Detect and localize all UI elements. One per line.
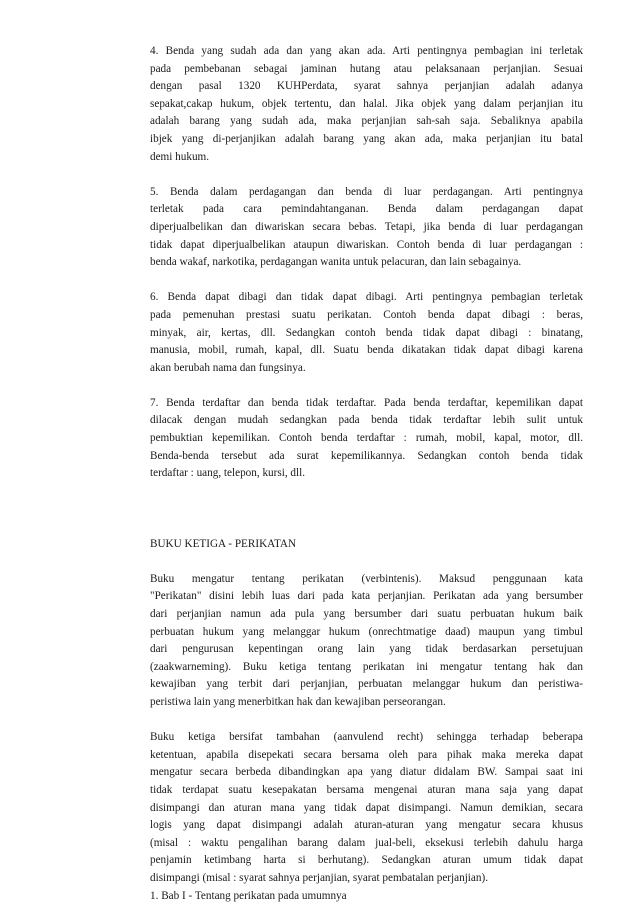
text-line: pembuktian kepemilikan. Contoh benda terdaftar : rumah, mobil, kapal, motor, dll. (150, 432, 583, 445)
text-line: sepakat,cakap hukum, objek tertentu, dan halal. Jika objek yang dalam perjanjian itu (150, 97, 583, 110)
text-line: diperjualbelikan dan diwariskan secara bebas. Tetapi, jika benda di luar perdagangan (150, 220, 583, 233)
text-line: tidak dapat diperjualbelikan ataupun diwariskan. Contoh benda di luar perdagangan : (150, 238, 583, 251)
text-line: 4. Benda yang sudah ada dan yang akan ada. Arti pentingnya pembagian ini terletak (150, 45, 583, 57)
list-item-bab-1: 1. Bab I - Tentang perikatan pada umumnya (150, 889, 347, 902)
paragraph-benda-perdagangan (150, 184, 583, 272)
text-line: pada pembebanan sebagai jaminan hutang atau pelaksanaan perjanjian. Sesuai (150, 62, 583, 75)
text-line: dari perjanjian namun ada pula yang bersumber dari suatu perbuatan hukum baik (150, 608, 583, 620)
text-line: 7. Benda terdaftar dan benda tidak terdaftar. Pada benda terdaftar, kepemilikan dapat (150, 396, 583, 409)
text-line: 5. Benda dalam perdagangan dan benda di luar perdagangan. Arti pentingnya (150, 185, 583, 198)
text-line: terdaftar : uang, telepon, kursi, dll. (150, 467, 306, 480)
text-line: pada pemenuhan prestasi suatu perikatan. Contoh benda dapat dibagi : beras, (150, 308, 583, 321)
paragraph-benda-sudah-ada (150, 43, 583, 166)
text-line: mengatur secara berbeda dibandingkan apa yang diatur didalam BW. Sampai saat ini (150, 766, 583, 779)
text-line: dilacak dengan mudah sedangkan pada benda tidak terdaftar lebih sulit untuk (150, 414, 583, 427)
text-line: akan berubah nama dan fungsinya. (150, 361, 306, 374)
text-line: dari pengurusan kepentingan orang lain yang tidak berdasarkan persetujuan (150, 643, 583, 656)
text-line: Buku ketiga bersifat tambahan (aanvulend recht) sehingga terhadap beberapa (150, 731, 583, 744)
text-line: kewajiban yang terbit dari perjanjian, perbuatan melanggar hukum dan peristiwa- (150, 678, 583, 691)
text-line: benda wakaf, narkotika, perdagangan wanita untuk pelacuran, dan lain sebagainya. (150, 256, 522, 269)
text-line: adalah barang yang sudah ada, maka perjanjian sah-sah saja. Sebaliknya apabila (150, 115, 583, 128)
text-line: disimpangi dan aturan mana yang tidak dapat disimpangi. Namun demikian, secara (150, 801, 583, 814)
paragraph-buku-mengatur (150, 571, 583, 712)
text-line: dengan pasal 1320 KUHPerdata, syarat sahnya perjanjian adalah adanya (150, 80, 583, 93)
text-line: penjamin ketimbang harta si berhutang). Sedangkan aturan umum tidak dapat (150, 854, 583, 867)
section-spacer (150, 500, 583, 518)
text-line: manusia, mobil, rumah, kapal, dll. Suatu benda dikatakan tidak dapat dibagi karena (150, 344, 583, 357)
text-line: Benda-benda tersebut ada surat kepemilikannya. Sedangkan contoh benda tidak (150, 449, 583, 462)
text-line: demi hukum. (150, 150, 210, 163)
text-line: 6. Benda dapat dibagi dan tidak dapat dibagi. Arti pentingnya pembagian terletak (150, 291, 583, 304)
section-heading: BUKU KETIGA - PERIKATAN (150, 537, 297, 550)
text-line: minyak, air, kertas, dll. Sedangkan contoh benda tidak dapat dibagi : binatang, (150, 326, 583, 339)
text-line: "Perikatan" disini lebih luas dari pada kata perjanjian. Perikatan ada yang bersumber (150, 590, 583, 603)
text-line: (zaakwarneming). Buku ketiga tentang perikatan ini mengatur tentang hak dan (150, 660, 583, 673)
paragraph-buku-ketiga-bersifat (150, 729, 583, 905)
text-line: (misal : waktu pengalihan barang dalam jual-beli, eksekusi terlebih dahulu harga (150, 836, 583, 849)
text-line: ibjek yang di-perjanjikan adalah barang yang akan ada, maka perjanjian itu batal (150, 132, 583, 145)
text-line: ketentuan, apabila disepekati secara bersama oleh para pihak maka mereka dapat (150, 748, 583, 761)
text-line: Buku mengatur tentang perikatan (verbintenis). Maksud penggunaan kata (150, 572, 583, 585)
document-page (150, 43, 583, 923)
text-line: peristiwa lain yang menerbitkan hak dan kewajiban perseorangan. (150, 695, 446, 708)
text-line: disimpangi (misal : syarat sahnya perjanjian, syarat pembatalan perjanjian). (150, 871, 488, 884)
text-line: perbuatan hukum yang melanggar hukum (onrechtmatige daad) maupun yang timbul (150, 625, 583, 638)
text-line: logis yang dapat disimpangi adalah aturan-aturan yang mengatur secara khusus (150, 819, 583, 832)
paragraph-benda-dibagi (150, 289, 583, 377)
text-line: tidak terdapat suatu kesepakatan bersama mengenai aturan mana saja yang dapat (150, 783, 583, 796)
text-line: terletak pada cara pemindahtanganan. Benda dalam perdagangan dapat (150, 203, 583, 216)
paragraph-benda-terdaftar (150, 395, 583, 483)
